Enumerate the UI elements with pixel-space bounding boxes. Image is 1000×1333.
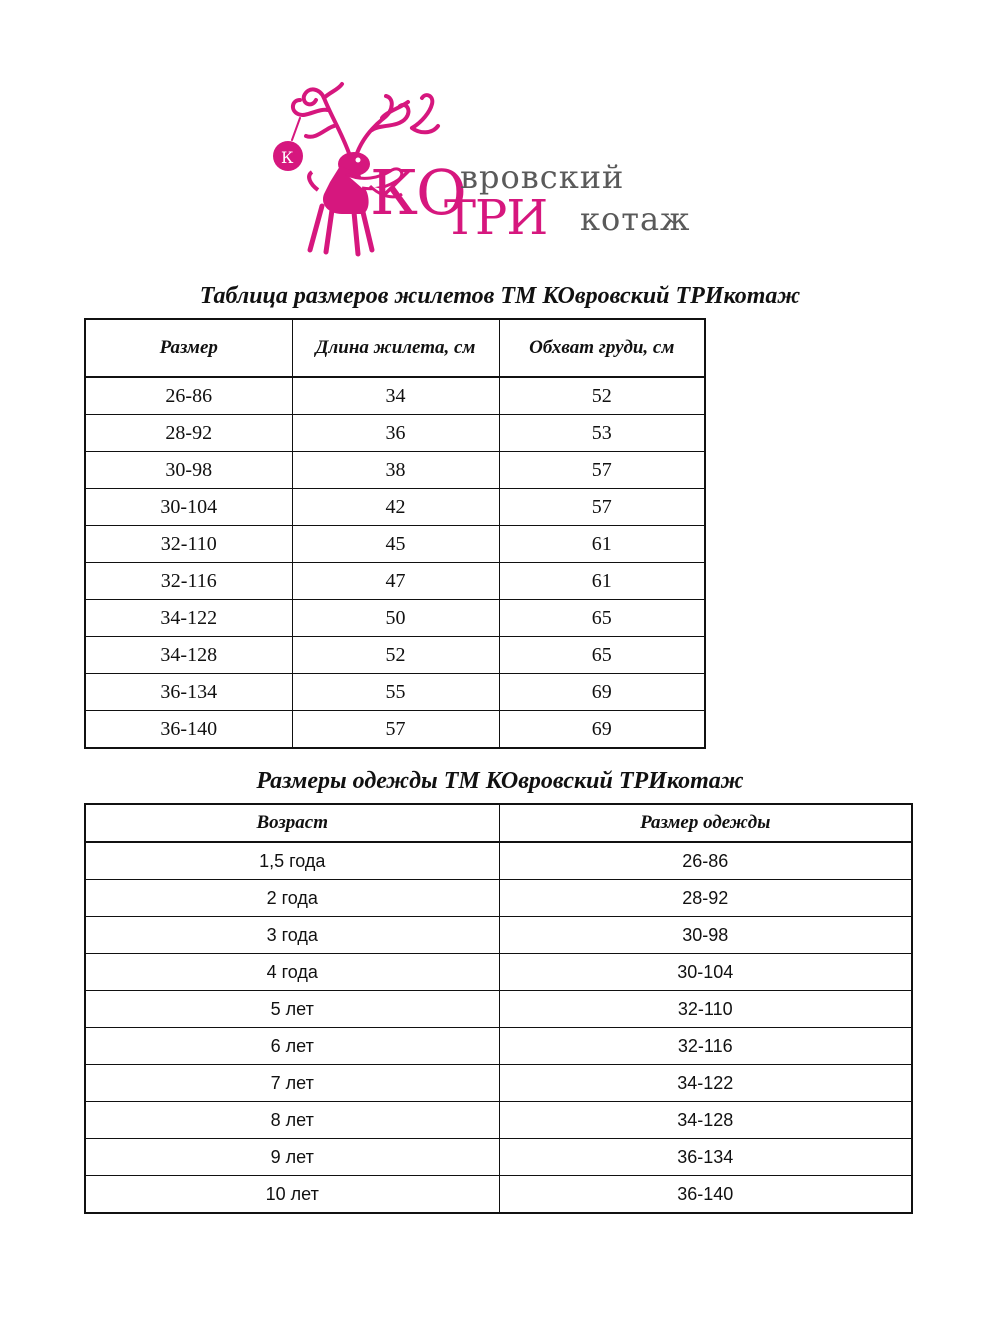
header-size: Размер [85,319,292,377]
table-row [85,880,912,917]
cell-length: 36 [292,415,499,452]
header-vest-length: Длина жилета, см [292,319,499,377]
table-row [85,1139,912,1176]
cell-chest: 61 [499,563,705,600]
table-row [85,637,705,674]
cell-clothing-size: 30-98 [499,917,912,954]
cell-age: 1,5 года [85,842,499,880]
cell-clothing-size: 26-86 [499,842,912,880]
cell-chest: 53 [499,415,705,452]
table-row [85,600,705,637]
table-row [85,563,705,600]
cell-size: 36-140 [85,711,292,749]
cell-clothing-size: 32-110 [499,991,912,1028]
cell-size: 36-134 [85,674,292,711]
cell-age: 7 лет [85,1065,499,1102]
table-row [85,954,912,991]
cell-chest: 57 [499,489,705,526]
cell-clothing-size: 32-116 [499,1028,912,1065]
cell-length: 38 [292,452,499,489]
cell-chest: 69 [499,674,705,711]
table-row [85,415,705,452]
cell-age: 3 года [85,917,499,954]
cell-clothing-size: 36-134 [499,1139,912,1176]
table-row [85,1102,912,1139]
cell-size: 26-86 [85,377,292,415]
cell-age: 5 лет [85,991,499,1028]
cell-chest: 52 [499,377,705,415]
cell-length: 45 [292,526,499,563]
cell-age: 6 лет [85,1028,499,1065]
brand-name-vrovsky: вровский [460,158,625,196]
cell-size: 28-92 [85,415,292,452]
cell-age: 8 лет [85,1102,499,1139]
cell-clothing-size: 30-104 [499,954,912,991]
cell-age: 9 лет [85,1139,499,1176]
cell-age: 2 года [85,880,499,917]
cell-length: 57 [292,711,499,749]
vest-size-table [84,318,706,749]
cell-length: 52 [292,637,499,674]
header-age: Возраст [85,804,499,842]
cell-length: 34 [292,377,499,415]
cell-clothing-size: 34-128 [499,1102,912,1139]
clothing-table-title: Размеры одежды ТМ КОвровский ТРИкотаж [256,768,744,794]
cell-size: 30-104 [85,489,292,526]
vest-table-title: Таблица размеров жилетов ТМ КОвровский ТРИкотаж [199,283,801,309]
table-row [85,452,705,489]
brand-name-ko: КО [370,156,465,229]
brand-logo [262,78,742,268]
cell-chest: 65 [499,600,705,637]
table-row [85,917,912,954]
table-row [85,1176,912,1214]
cell-age: 4 года [85,954,499,991]
cell-length: 50 [292,600,499,637]
table-row [85,377,705,415]
clothing-size-table [84,803,913,1214]
table-row [85,1028,912,1065]
cell-size: 30-98 [85,452,292,489]
cell-size: 34-122 [85,600,292,637]
header-clothing-size: Размер одежды [499,804,912,842]
cell-clothing-size: 36-140 [499,1176,912,1214]
table-row [85,711,705,749]
table-row [85,991,912,1028]
table-header-row [85,319,705,377]
table-header-row [85,804,912,842]
cell-size: 32-110 [85,526,292,563]
table-row [85,1065,912,1102]
cell-clothing-size: 28-92 [499,880,912,917]
cell-chest: 61 [499,526,705,563]
table-row [85,489,705,526]
cell-age: 10 лет [85,1176,499,1214]
table-row [85,674,705,711]
brand-name-kotazh: котаж [580,200,691,238]
cell-size: 34-128 [85,637,292,674]
cell-length: 55 [292,674,499,711]
cell-size: 32-116 [85,563,292,600]
cell-clothing-size: 34-122 [499,1065,912,1102]
cell-length: 47 [292,563,499,600]
header-chest: Обхват груди, см [499,319,705,377]
brand-name-tri: ТРИ [444,190,548,246]
table-row [85,526,705,563]
cell-chest: 57 [499,452,705,489]
cell-chest: 69 [499,711,705,749]
badge-letter: К [281,148,294,167]
cell-length: 42 [292,489,499,526]
cell-chest: 65 [499,637,705,674]
table-row [85,842,912,880]
